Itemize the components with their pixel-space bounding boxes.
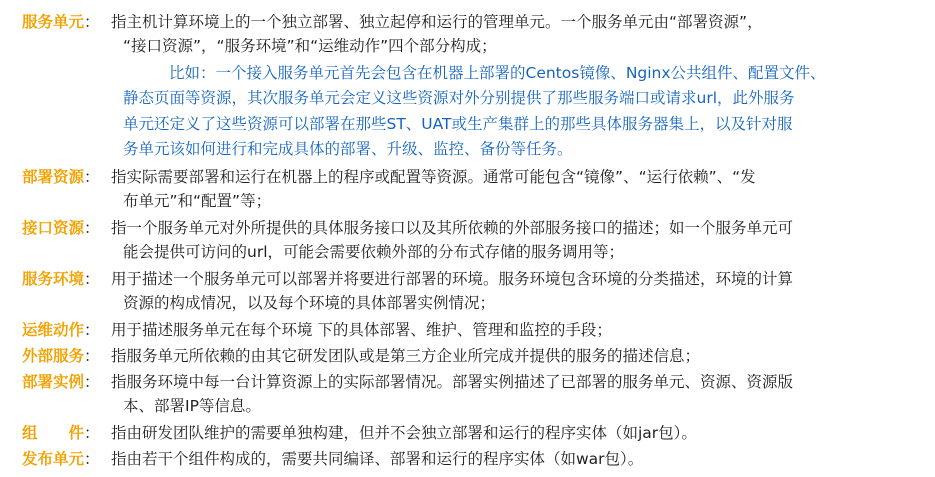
example-line: 务单元该如何进行和完成具体的部署、升级、监控、备份等任务。	[123, 140, 573, 158]
term-label: 服务单元：	[22, 13, 100, 31]
definition-line: 指主机计算环境上的一个独立部署、独立起停和运行的管理单元。一个服务单元由“部署资源”，	[111, 13, 763, 31]
definition-line: “接口资源”，“服务环境”和“运维动作”四个部分构成；	[123, 37, 497, 55]
example-line: 静态页面等资源，其次服务单元会定义这些资源对外分别提供了那些服务端口或请求url，此外服务	[123, 89, 795, 107]
definition-line: 本、部署IP等信息。	[123, 397, 261, 415]
definition-line: 用于描述一个服务单元可以部署并将要进行部署的环境。服务环境包含环境的分类描述，环境的计算	[111, 270, 794, 288]
term-label: 运维动作：	[22, 321, 100, 339]
term-label: 外部服务：	[22, 347, 100, 365]
term-label: 服务环境：	[22, 270, 100, 288]
definition-line: 指由研发团队维护的需要单独构建，但并不会独立部署和运行的程序实体（如jar包）。	[111, 424, 697, 442]
definition-line: 用于描述服务单元在每个环境 下的具体部署、维护、管理和监控的手段；	[111, 321, 612, 339]
definition-line: 指服务环境中每一台计算资源上的实际部署情况。部署实例描述了已部署的服务单元、资源、资源版	[111, 373, 794, 391]
definition-line: 指由若干个组件构成的，需要共同编译、部署和运行的程序实体（如war包）。	[111, 450, 644, 468]
definition-line: 指服务单元所依赖的由其它研发团队或是第三方企业所完成并提供的服务的描述信息；	[111, 347, 701, 365]
definition-line: 指一个服务单元对外所提供的具体服务接口以及其所依赖的外部服务接口的描述；如一个服务单元可	[111, 219, 794, 237]
definition-line: 指实际需要部署和运行在机器上的程序或配置等资源。通常可能包含“镜像”、“运行依赖”、“发	[111, 168, 756, 186]
term-label: 发布单元：	[22, 450, 100, 468]
term-label: 组 件：	[22, 424, 100, 442]
definition-line: 布单元”和“配置”等；	[123, 192, 272, 210]
term-label: 部署资源：	[22, 168, 100, 186]
definition-line: 能会提供可访问的url，可能会需要依赖外部的分布式存储的服务调用等；	[123, 243, 625, 261]
example-line: 单元还定义了这些资源可以部署在那些ST、UAT或生产集群上的那些具体服务器集上，以及针对服	[123, 115, 793, 133]
term-label: 部署实例：	[22, 373, 100, 391]
term-label: 接口资源：	[22, 219, 100, 237]
definition-line: 资源的构成情况，以及每个环境的具体部署实例情况；	[123, 294, 496, 312]
example-line: 比如：一个接入服务单元首先会包含在机器上部署的Centos镜像、Nginx公共组件、配置文件、	[169, 64, 826, 82]
